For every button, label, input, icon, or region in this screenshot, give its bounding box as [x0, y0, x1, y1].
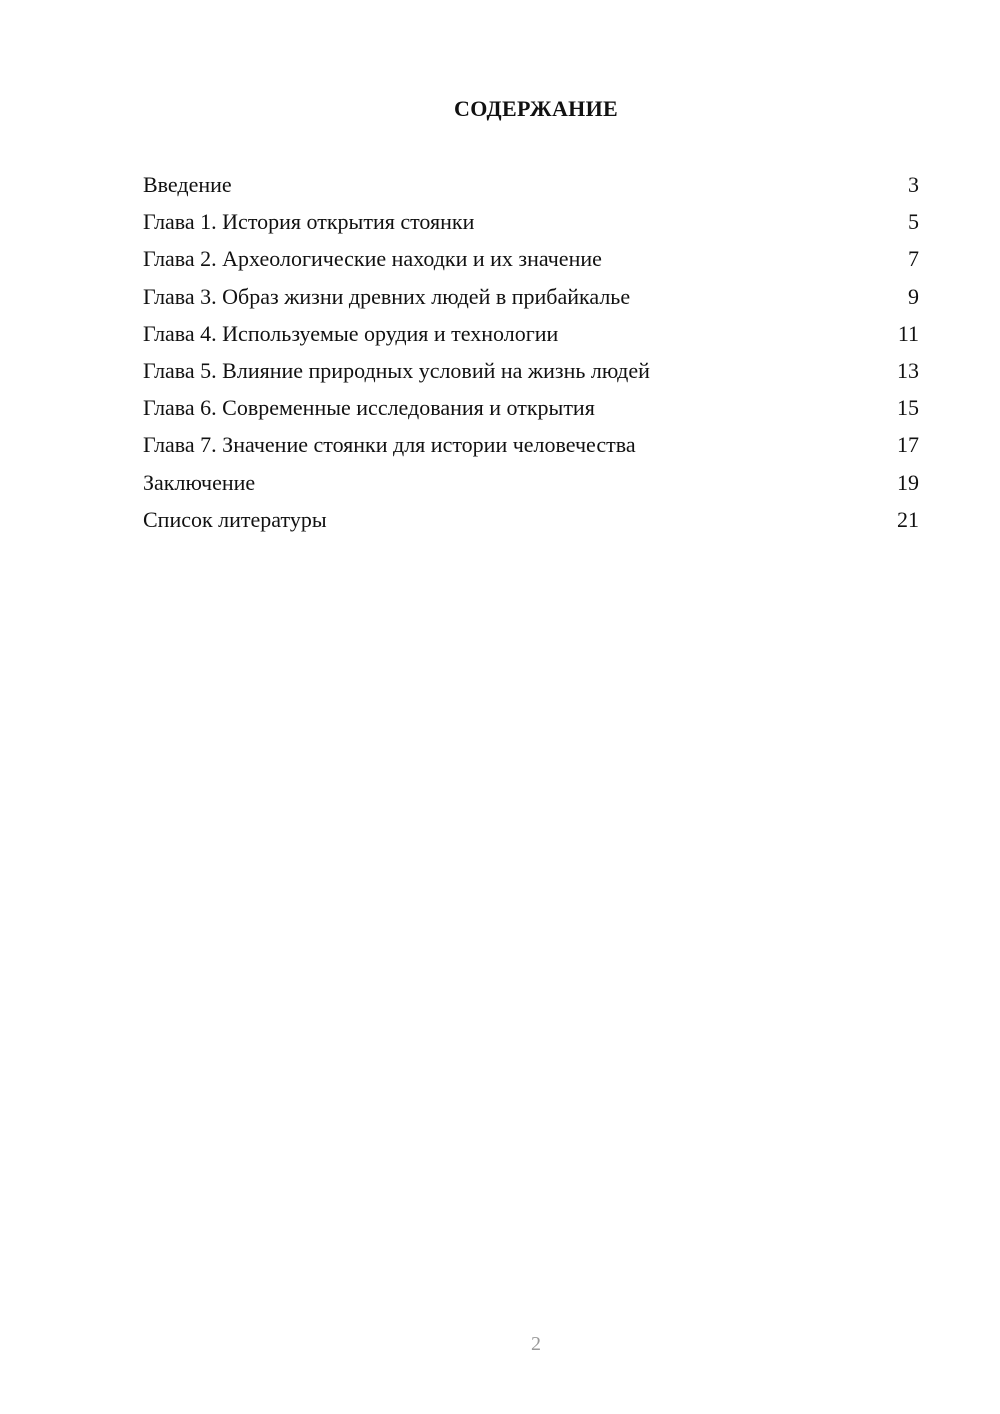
toc-entry-title: Глава 3. Образ жизни древних людей в прибайкалье [143, 283, 631, 309]
toc-entry-chapter-3[interactable] [143, 278, 919, 315]
toc-entry-title: Заключение [143, 469, 256, 495]
toc-entry-title: Список литературы [143, 506, 327, 532]
toc-entry-conclusion[interactable] [143, 464, 919, 501]
toc-entry-title: Глава 4. Используемые орудия и технологии [143, 320, 559, 346]
toc-entry-title: Введение [143, 172, 232, 197]
toc-entry-chapter-4[interactable] [143, 315, 919, 352]
toc-entry-chapter-5[interactable] [143, 352, 919, 389]
toc-entry-chapter-7[interactable] [143, 426, 919, 463]
toc-entry-page: 5 [908, 209, 919, 235]
toc-entry-page: 3 [908, 172, 919, 197]
toc-entry-title: Глава 6. Современные исследования и открытия [143, 395, 595, 421]
toc-entry-title: Глава 7. Значение стоянки для истории человечества [143, 432, 636, 458]
toc-entry-page: 17 [897, 432, 919, 458]
toc-entry-page: 9 [908, 283, 919, 309]
toc-entry-page: 13 [897, 357, 919, 383]
toc-entry-references[interactable] [143, 501, 919, 538]
toc-entry-page: 7 [908, 246, 919, 272]
toc-entry-chapter-6[interactable] [143, 389, 919, 426]
toc-entry-chapter-1[interactable] [143, 203, 919, 240]
toc-entry-chapter-2[interactable] [143, 240, 919, 277]
table-of-contents [143, 166, 919, 538]
toc-entry-title: Глава 2. Археологические находки и их значение [143, 246, 602, 272]
page-title: СОДЕРЖАНИЕ [454, 96, 618, 121]
page-number: 2 [531, 1333, 541, 1355]
toc-entry-page: 15 [897, 395, 919, 421]
toc-entry-title: Глава 5. Влияние природных условий на жизнь людей [143, 357, 650, 383]
toc-entry-title: Глава 1. История открытия стоянки [143, 209, 475, 235]
toc-entry-introduction[interactable] [143, 166, 919, 203]
toc-entry-page: 21 [897, 506, 919, 532]
toc-entry-page: 19 [897, 469, 919, 495]
toc-entry-page: 11 [897, 320, 919, 346]
